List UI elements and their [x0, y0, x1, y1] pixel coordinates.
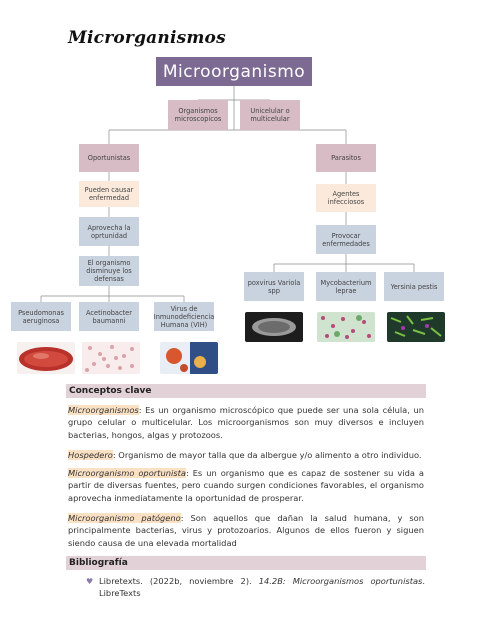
example-box-acinetobacter: Acetinobacter baumanni: [79, 302, 139, 331]
example-box-vih: Virus de Inmunodeficiencia Humana (VIH): [154, 302, 214, 331]
example-box-leprae: Mycobacterium leprae: [316, 272, 376, 301]
bullet-heart-icon: ♥: [86, 577, 94, 586]
step-box-provoke-disease: Provocar enfermedades: [316, 225, 376, 254]
step-box-defenses: El organismo disminuye los defensas: [79, 256, 139, 286]
concept-term: Microorganismo patógeno: [68, 513, 181, 523]
bibliography-entry-title: 14.2B: Microorganismos oportunistas: [258, 576, 423, 586]
pestis-image: [387, 312, 445, 342]
pseudomonas-image: [17, 342, 75, 374]
concept-hospedero: [68, 449, 424, 461]
step-box-opportunity: Aprovecha la oprtunidad: [79, 217, 139, 246]
acinetobacter-image: [82, 342, 140, 374]
vih-image: [160, 342, 218, 374]
example-box-pestis: Yersinia pestis: [384, 272, 444, 301]
concept-term: Hospedero: [68, 450, 113, 460]
bibliography-entry-prefix: Libretexts. (2022b, noviembre 2).: [99, 576, 259, 586]
example-box-variola: poxvirus Variola spp: [244, 272, 304, 301]
bibliography-heading: Bibliografía: [66, 556, 426, 570]
concepts-heading: Conceptos clave: [66, 384, 426, 398]
concept-oportunista: [68, 467, 424, 504]
page-title: Microrganismos: [68, 28, 226, 48]
diagram-root-box: Microorganismo: [156, 57, 312, 86]
concept-microorganismos: [68, 404, 424, 441]
concept-definition: : Es un organismo microscópico que puede ser una sola célula, un grupo celular o multicelular. Los microorganismos son muy diversos e incluyen bacterias, hongos, algas y protozoos.: [68, 405, 424, 440]
leprae-image: [317, 312, 375, 342]
branch-oportunistas-box: Oportunistas: [79, 144, 139, 172]
concept-term: Microorganismo oportunista: [68, 468, 186, 478]
branch-parasitos-box: Parasitos: [316, 144, 376, 172]
bibliography-entry: [99, 575, 425, 600]
concept-definition: : Es un organismo que es capaz de sostener su vida a partir de diversas fuentes, pero cuando surgen condiciones favorables, el organismo aprovecha inmediatamente la oportunidad de prosperar.: [68, 468, 424, 503]
step-box-cause-disease: Pueden causar enfermedad: [79, 181, 139, 207]
variola-image: [245, 312, 303, 342]
example-box-pseudomonas: Pseudomonas aeruginosa: [11, 302, 71, 331]
step-box-infectious-agents: Agentes infecciosos: [316, 184, 376, 212]
concept-definition: : Son aquellos que dañan la salud humana, y son principalmente bacterias, virus y protozoarios. Algunos de ellos fueron y siguen siendo causa de una elevada mortalidad: [68, 513, 424, 548]
definition-box-cellular: Unicelular o multicelular: [240, 100, 300, 130]
concept-definition: : Organismo de mayor talla que da albergue y/o alimento a otro individuo.: [112, 450, 422, 460]
definition-box-microscopic: Organismos microscopicos: [168, 100, 228, 130]
concept-term: Microorganismos: [68, 405, 139, 415]
bibliography-entry-suffix: . LibreTexts: [99, 576, 425, 599]
concept-patogeno: [68, 512, 424, 549]
